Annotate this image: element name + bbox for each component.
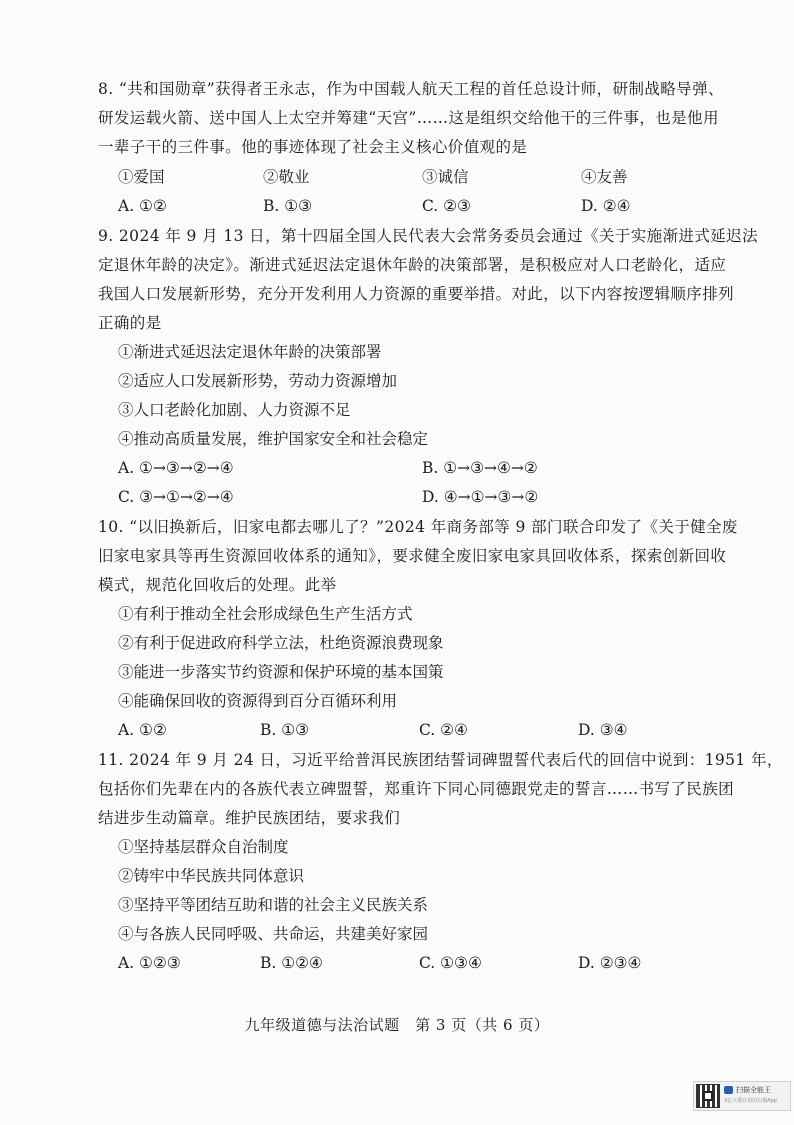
q8-choice-a: A. ①② (118, 197, 167, 215)
q9-item-1: ①渐进式延迟法定退休年龄的决策部署 (118, 343, 382, 361)
q9-choice-a: A. ①→③→②→④ (118, 459, 234, 477)
q8-item-2: ②敬业 (263, 168, 310, 186)
q9-stem-line-4: 正确的是 (98, 314, 162, 332)
q8-stem-line-3: 一辈子干的三件事。他的事迹体现了社会主义核心价值观的是 (98, 138, 528, 156)
q10-item-4: ④能确保回收的资源得到百分百循环利用 (118, 692, 398, 710)
q11-choice-c: C. ①③④ (419, 954, 482, 972)
q9-item-3: ③人口老龄化加剧、人力资源不足 (118, 401, 351, 419)
q10-item-1: ①有利于推动全社会形成绿色生产生活方式 (118, 605, 413, 623)
q9-item-2: ②适应人口发展新形势，劳动力资源增加 (118, 372, 398, 390)
scanner-watermark (693, 1081, 791, 1111)
q10-stem-line-1: 10. “以旧换新后，旧家电都去哪儿了？”2024 年商务部等 9 部门联合印发了《关于健全废 (98, 518, 738, 536)
q9-choice-d: D. ④→①→③→② (422, 488, 539, 506)
q8-choice-b: B. ①③ (263, 197, 313, 215)
q8-item-1: ①爱国 (118, 168, 165, 186)
q8-item-3: ③诚信 (422, 168, 469, 186)
q11-item-4: ④与各族人民同呼吸、共命运，共建美好家园 (118, 925, 429, 943)
q9-stem-line-1: 9. 2024 年 9 月 13 日，第十四届全国人民代表大会常务委员会通过《关于实施渐进式延迟法 (98, 227, 758, 245)
q10-stem-line-2: 旧家电家具等再生资源回收体系的通知》，要求健全废旧家电家具回收体系，探索创新回收 (98, 547, 727, 565)
q11-stem-line-2: 包括你们先辈在内的各族代表立碑盟誓，郑重许下同心同德跟党走的誓言……书写了民族团 (98, 780, 735, 798)
q9-choice-c: C. ③→①→②→④ (118, 488, 234, 506)
q11-choice-d: D. ②③④ (578, 954, 642, 972)
q10-item-3: ③能进一步落实节约资源和保护环境的基本国策 (118, 663, 444, 681)
q11-stem-line-1: 11. 2024 年 9 月 24 日，习近平给普洱民族团结誓词碑盟誓代表后代的回信中说到：1951 年， (98, 751, 783, 769)
q11-choice-a: A. ①②③ (118, 954, 181, 972)
q9-stem-line-2: 定退休年龄的决定》。渐进式延迟法定退休年龄的决策部署，是积极应对人口老龄化，适应 (98, 256, 727, 274)
q8-stem-line-1: 8. “共和国勋章”获得者王永志，作为中国载人航天工程的首任总设计师，研制战略导弹、 (98, 80, 724, 98)
q8-choice-c: C. ②③ (422, 197, 471, 215)
q8-item-4: ④友善 (581, 168, 628, 186)
q10-choice-b: B. ①③ (260, 721, 310, 739)
q10-choice-d: D. ③④ (578, 721, 628, 739)
page-footer: 九年级道德与法治试题 第 3 页（共 6 页） (244, 1016, 550, 1034)
scanner-title: 扫描全能王 (736, 1086, 771, 1094)
q9-choice-b: B. ①→③→④→② (422, 459, 538, 477)
q8-choice-d: D. ②④ (581, 197, 631, 215)
q11-item-2: ②铸牢中华民族共同体意识 (118, 867, 305, 885)
q11-item-3: ③坚持平等团结互助和谐的社会主义民族关系 (118, 896, 429, 914)
q10-choice-c: C. ②④ (419, 721, 468, 739)
q11-choice-b: B. ①②④ (260, 954, 323, 972)
scanner-subtitle: 3亿人都在用的扫描App (724, 1098, 777, 1104)
q10-choice-a: A. ①② (118, 721, 167, 739)
q11-stem-line-3: 结进步生动篇章。维护民族团结，要求我们 (98, 809, 401, 827)
q8-stem-line-2: 研发运载火箭、送中国人上太空并筹建“天宫”……这是组织交给他干的三件事，也是他用 (98, 109, 719, 127)
q10-item-2: ②有利于促进政府科学立法，杜绝资源浪费现象 (118, 634, 444, 652)
q9-item-4: ④推动高质量发展，维护国家安全和社会稳定 (118, 430, 429, 448)
scanner-logo-icon (724, 1086, 733, 1094)
qr-code-icon (697, 1085, 719, 1107)
q10-stem-line-3: 模式，规范化回收后的处理。此举 (98, 576, 337, 594)
q9-stem-line-3: 我国人口发展新形势，充分开发利用人力资源的重要举措。对此，以下内容按逻辑顺序排列 (98, 285, 735, 303)
q11-item-1: ①坚持基层群众自治制度 (118, 838, 289, 856)
